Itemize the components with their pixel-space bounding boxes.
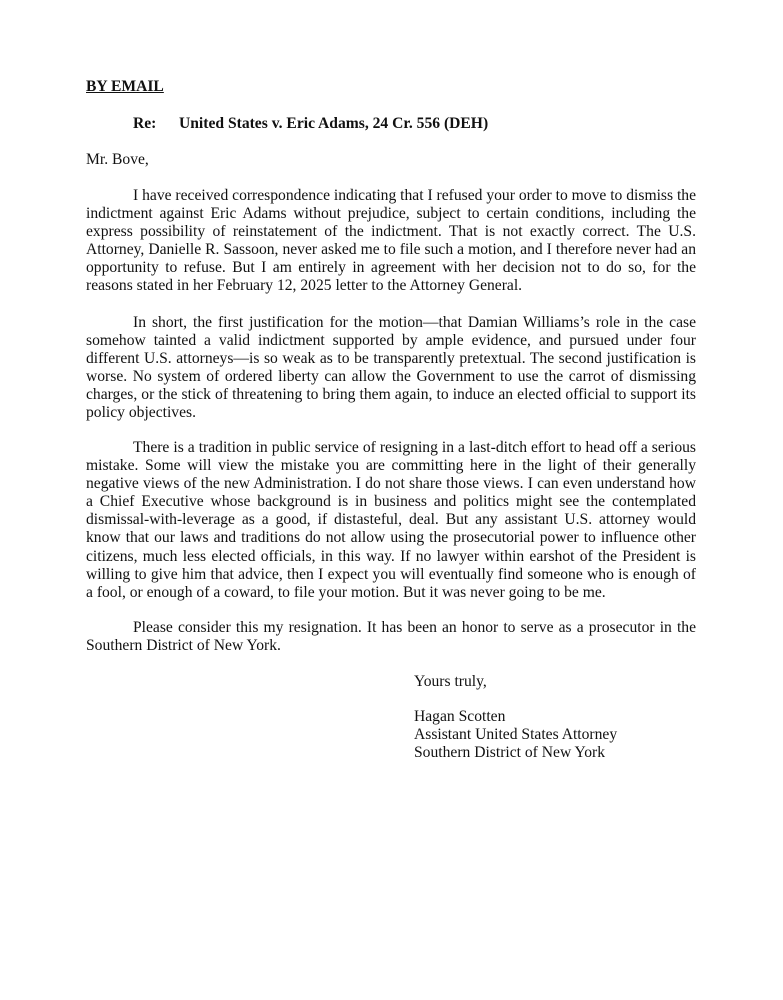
signer-title: Assistant United States Attorney	[414, 726, 618, 744]
body-paragraph-2: In short, the first justification for the motion—that Damian Williams’s role in the case somehow tainted a valid indictment supported by ample evidence, and pursued under four different U.S. attorneys—is so weak as to be transparently pretextual. The second justification is worse. No system of ordered liberty can allow the Government to use the carrot of dismissing charges, or the stick of threatening to bring them again, to induce an elected official to support its policy objectives.	[86, 314, 696, 422]
re-subject: United States v. Eric Adams, 24 Cr. 556 (DEH)	[179, 115, 489, 132]
body-paragraph-1: I have received correspondence indicating that I refused your order to move to dismiss the indictment against Eric Adams without prejudice, subject to certain conditions, including the express possibility of reinstatement of the indictment. That is not exactly correct. The U.S. Attorney, Danielle R. Sassoon, never asked me to file such a motion, and I therefore never had an opportunity to refuse. But I am entirely in agreement with her decision not to do so, for the reasons stated in her February 12, 2025 letter to the Attorney General.	[86, 187, 696, 295]
body-paragraph-3: There is a tradition in public service of resigning in a last-ditch effort to head off a serious mistake. Some will view the mistake you are committing here in the light of their generally negative views of the new Administration. I do not share those views. I can even understand how a Chief Executive whose background is in business and politics might see the contemplated dismissal-with-leverage as a good, if distasteful, deal. But any assistant U.S. attorney would know that our laws and traditions do not allow using the prosecutorial power to influence other citizens, much less elected officials, in this way. If no lawyer within earshot of the President is willing to give him that advice, then I expect you will eventually find someone who is enough of a fool, or enough of a coward, to file your motion. But it was never going to be me.	[86, 439, 696, 601]
signer-name: Hagan Scotten	[414, 708, 506, 725]
re-label: Re:	[133, 115, 157, 132]
signer-office: Southern District of New York	[414, 744, 606, 762]
re-line	[133, 115, 488, 133]
signature-block	[414, 708, 617, 762]
delivery-method: BY EMAIL	[86, 78, 164, 95]
salutation: Mr. Bove,	[86, 151, 149, 168]
body-paragraph-4: Please consider this my resignation. It has been an honor to serve as a prosecutor in the Southern District of New York.	[86, 619, 696, 655]
closing: Yours truly,	[414, 673, 487, 690]
